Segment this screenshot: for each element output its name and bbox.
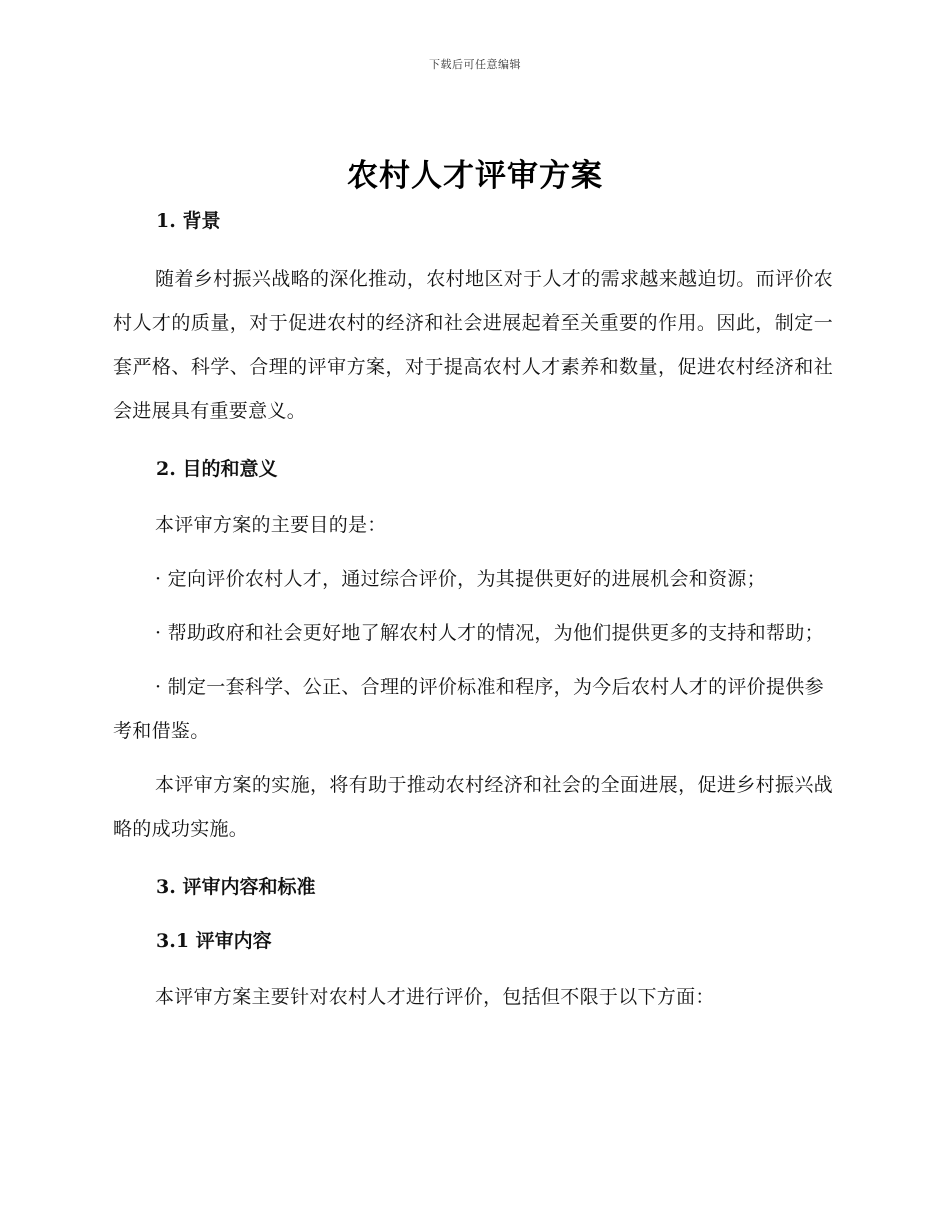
paragraph-background: 随着乡村振兴战略的深化推动，农村地区对于人才的需求越来越迫切。而评价农村人才的质量，对于促进农村的经济和社会进展起着至关重要的作用。因此，制定一套严格、科学、合理的评审方案，对于提高农村人才素养和数量，促进农村经济和社会进展具有重要意义。	[113, 268, 833, 422]
subsection-heading-content: 3.1 评审内容	[156, 930, 272, 952]
bullet-item-2: · 帮助政府和社会更好地了解农村人才的情况，为他们提供更多的支持和帮助；	[155, 622, 824, 644]
document-body	[113, 205, 833, 1019]
section-heading-criteria: 3. 评审内容和标准	[156, 876, 316, 898]
section-heading-background: 1. 背景	[156, 210, 221, 232]
section-heading-purpose: 2. 目的和意义	[156, 458, 278, 480]
bullet-item-3: · 制定一套科学、公正、合理的评价标准和程序，为今后农村人才的评价提供参考和借鉴。	[113, 676, 824, 742]
header-note: 下载后可任意编辑	[429, 58, 521, 71]
bullet-item-1: · 定向评价农村人才，通过综合评价，为其提供更好的进展机会和资源；	[155, 568, 766, 590]
paragraph-purpose-intro: 本评审方案的主要目的是：	[155, 514, 387, 536]
document-title: 农村人才评审方案	[347, 158, 603, 194]
paragraph-content-intro: 本评审方案主要针对农村人才进行评价，包括但不限于以下方面：	[155, 986, 715, 1008]
paragraph-purpose-conclusion: 本评审方案的实施，将有助于推动农村经济和社会的全面进展，促进乡村振兴战略的成功实施。	[113, 774, 833, 840]
